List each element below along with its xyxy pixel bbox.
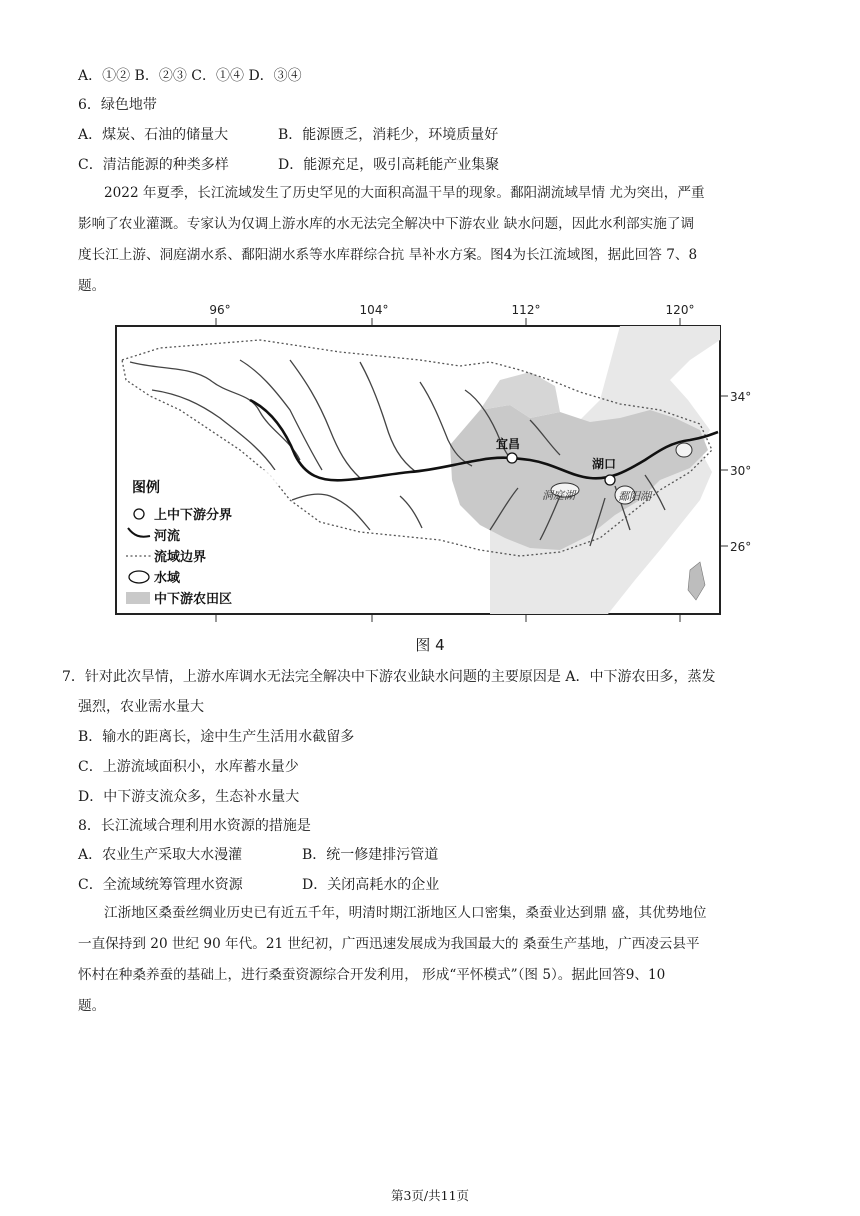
tai-lake	[676, 443, 692, 457]
legend-title: 图例	[132, 480, 160, 496]
q6-options-row1	[78, 125, 498, 145]
hukou-point	[605, 475, 615, 485]
legend-water-icon	[129, 571, 149, 583]
lon-label-112: 112°	[511, 303, 541, 317]
q8-option-b: B．统一修建排污管道	[302, 847, 439, 863]
q6-options-row2	[78, 155, 499, 175]
q8-option-c: C．全流域统筹管理水资源	[78, 877, 243, 893]
yangtze-basin-map	[60, 300, 760, 630]
label-yichang: 宜昌	[496, 437, 521, 451]
passage-drought-line4: 题。	[78, 278, 106, 294]
lon-label-120: 120°	[665, 303, 695, 317]
q8-option-d: D．关闭高耗水的企业	[302, 877, 440, 893]
label-poyang: 鄱阳湖	[618, 490, 651, 503]
legend-boundary-point-icon	[134, 509, 144, 519]
lat-label-30: 30°	[730, 464, 752, 478]
legend-basin-boundary: 流域边界	[154, 550, 207, 565]
page-footer: 第3页/共11页	[390, 1188, 470, 1203]
lon-label-96: 96°	[209, 303, 231, 317]
q8-options-row1	[78, 845, 438, 865]
legend-water: 水域	[154, 571, 181, 586]
yichang-point	[507, 453, 517, 463]
q6-stem: 6．绿色地带	[78, 97, 157, 113]
map-legend	[118, 470, 278, 612]
legend-boundary-point: 上中下游分界	[154, 508, 233, 523]
figure-caption: 图 4	[415, 636, 445, 654]
passage-drought-line1: 2022 年夏季，长江流域发生了历史罕见的大面积高温干旱的现象。鄱阳湖流域旱情 尤为突出，严重	[104, 185, 705, 201]
q6-option-b: B．能源匮乏，消耗少，环境质量好	[278, 127, 499, 143]
lat-label-34: 34°	[730, 390, 752, 404]
label-dongting: 洞庭湖	[542, 489, 575, 502]
passage-drought-line3: 度长江上游、洞庭湖水系、鄱阳湖水系等水库群综合抗 旱补水方案。图4为长江流域图，据此回答 7、8	[78, 247, 698, 263]
label-hukou: 湖口	[592, 457, 617, 471]
passage-drought	[78, 178, 780, 302]
passage-sericulture-line4: 题。	[78, 998, 106, 1014]
q7-option-b: B．输水的距离长，途中生产生活用水截留多	[78, 729, 355, 745]
lon-label-104: 104°	[359, 303, 389, 317]
legend-farmland-icon	[126, 592, 150, 604]
passage-sericulture-line3: 怀村在种桑养蚕的基础上，进行桑蚕资源综合开发利用， 形成“平怀模式”（图 5）。据此回答9、10	[78, 967, 666, 983]
passage-sericulture	[78, 898, 780, 1022]
q5-options: A．①② B．②③ C．①④ D．③④	[78, 68, 302, 84]
passage-sericulture-line1: 江浙地区桑蚕丝绸业历史已有近五千年，明清时期江浙地区人口密集，桑蚕业达到鼎 盛，其优势地位	[104, 905, 707, 921]
q8-options-row2	[78, 875, 439, 895]
passage-drought-line2: 影响了农业灌溉。专家认为仅调上游水库的水无法完全解决中下游农业 缺水问题，因此水利部实施了调	[78, 216, 695, 232]
passage-sericulture-line2: 一直保持到 20 世纪 90 年代。21 世纪初，广西迅速发展成为我国最大的 桑蚕生产基地，广西凌云县平	[78, 936, 700, 952]
q8-option-a: A．农业生产采取大水漫灌	[78, 847, 243, 863]
q7-option-d: D．中下游支流众多，生态补水量大	[78, 789, 300, 805]
q6-option-d: D．能源充足，吸引高耗能产业集聚	[278, 157, 500, 173]
q6-option-a: A．煤炭、石油的储量大	[78, 127, 229, 143]
q7-option-c: C．上游流域面积小，水库蓄水量少	[78, 759, 299, 775]
q7-stem-line2: 强烈，农业需水量大	[78, 699, 204, 715]
legend-farmland: 中下游农田区	[154, 592, 233, 607]
q8-stem: 8．长江流域合理利用水资源的措施是	[78, 818, 311, 834]
legend-river: 河流	[154, 529, 181, 544]
q7-stem-line1: 7．针对此次旱情，上游水库调水无法完全解决中下游农业缺水问题的主要原因是 A．中下游农田多，蒸发	[62, 669, 716, 685]
q6-option-c: C．清洁能源的种类多样	[78, 157, 229, 173]
lat-label-26: 26°	[730, 540, 752, 554]
